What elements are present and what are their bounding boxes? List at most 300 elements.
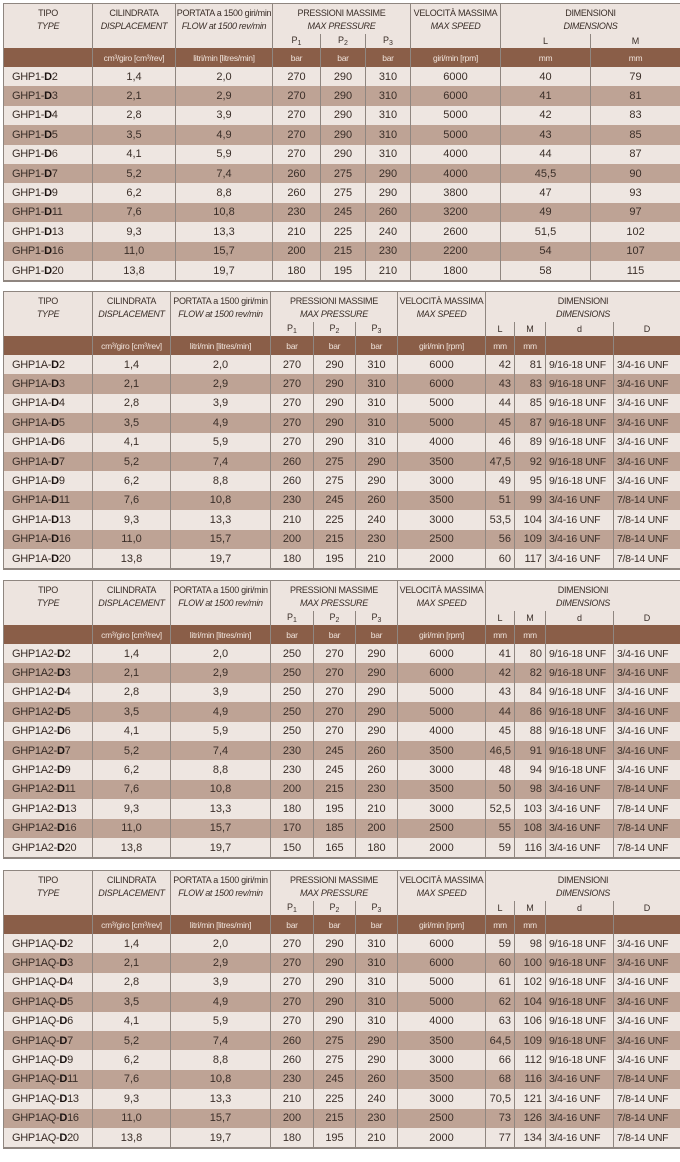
cell-dim-m: 112 <box>515 1050 546 1069</box>
type-bold-letter: D <box>51 455 59 468</box>
header-p3 <box>356 901 398 915</box>
type-prefix: GHP1A- <box>12 552 52 565</box>
cell-p3: 210 <box>356 799 398 818</box>
header-max-speed: MAX SPEED <box>398 595 486 611</box>
type-suffix: 16 <box>51 245 64 258</box>
table-row <box>4 992 680 1011</box>
cell-thread-D: 7/8-14 UNF <box>614 1070 680 1089</box>
unit-bar: bar <box>271 915 314 934</box>
table-row <box>4 433 680 452</box>
cell-p3: 260 <box>356 760 398 779</box>
cell-p1: 260 <box>271 471 314 490</box>
header-row-english <box>4 885 680 901</box>
header-pressioni: PRESSIONI MASSIME <box>271 581 398 596</box>
p2-label: P <box>329 323 336 333</box>
type-prefix: GHP1A2- <box>12 802 57 815</box>
type-prefix: GHP1A- <box>12 436 52 449</box>
header-dim-M: M <box>591 34 680 48</box>
cell-type <box>4 1070 93 1089</box>
header-tipo: TIPO <box>4 4 93 19</box>
cell-p1: 180 <box>271 549 314 569</box>
cell-displacement: 11,0 <box>93 242 176 261</box>
cell-p1: 250 <box>271 702 314 721</box>
cell-dim-m: 89 <box>515 433 546 452</box>
table-row <box>4 973 680 992</box>
cell-thread-D: 7/8-14 UNF <box>614 491 680 510</box>
cell-p3: 290 <box>356 471 398 490</box>
type-bold-letter: D <box>59 957 68 970</box>
unit-mm: mm <box>486 915 515 934</box>
cell-p1: 270 <box>271 355 314 374</box>
header-dim-L: L <box>486 322 515 336</box>
header-row-subcolumns <box>4 901 680 915</box>
cell-displacement: 2,1 <box>93 663 171 682</box>
type-prefix: GHP1A- <box>12 513 52 526</box>
cell-p3: 310 <box>356 1012 398 1031</box>
p3-subscript: 3 <box>377 328 382 335</box>
cell-thread-D: 3/4-16 UNF <box>614 934 680 953</box>
cell-dim-m: 83 <box>591 106 680 125</box>
cell-speed: 3000 <box>398 760 486 779</box>
cell-flow: 10,8 <box>171 491 271 510</box>
type-bold-letter: D <box>56 705 65 718</box>
empty-cell <box>4 901 93 915</box>
cell-flow: 15,7 <box>171 819 271 838</box>
cell-displacement: 6,2 <box>93 760 171 779</box>
cell-speed: 4000 <box>411 145 501 164</box>
type-prefix: GHP1AQ- <box>12 1015 60 1028</box>
unit-bar: bar <box>314 625 356 644</box>
cell-speed: 3000 <box>398 510 486 529</box>
header-max-speed: MAX SPEED <box>411 18 501 34</box>
table-row <box>4 934 680 953</box>
type-bold-letter: D <box>56 764 65 777</box>
cell-thread-D: 3/4-16 UNF <box>614 760 680 779</box>
type-suffix: 9 <box>51 187 58 200</box>
cell-dim-l: 47,5 <box>486 452 515 471</box>
type-suffix: 9 <box>58 475 65 488</box>
cell-dim-l: 56 <box>486 530 515 549</box>
cell-p3: 310 <box>366 67 411 86</box>
cell-dim-m: 87 <box>515 413 546 432</box>
cell-p1: 270 <box>271 1012 314 1031</box>
type-bold-letter: D <box>51 494 59 507</box>
cell-flow: 3,9 <box>171 683 271 702</box>
cell-type <box>4 973 93 992</box>
cell-p1: 200 <box>271 1109 314 1128</box>
cell-dim-l: 59 <box>486 934 515 953</box>
cell-displacement: 7,6 <box>93 780 171 799</box>
empty-cell <box>546 625 614 644</box>
cell-p1: 270 <box>271 433 314 452</box>
cell-thread-d: 9/16-18 UNF <box>546 934 614 953</box>
cell-p3: 290 <box>356 722 398 741</box>
cell-dim-l: 63 <box>486 1012 515 1031</box>
cell-speed: 2500 <box>398 819 486 838</box>
type-suffix: 13 <box>64 802 77 815</box>
cell-p3: 260 <box>356 1070 398 1089</box>
empty-cell <box>398 611 486 625</box>
cell-thread-D: 3/4-16 UNF <box>614 741 680 760</box>
cell-p1: 270 <box>273 86 321 105</box>
cell-p2: 215 <box>321 242 366 261</box>
cell-p2: 215 <box>314 1109 356 1128</box>
cell-p3: 230 <box>356 780 398 799</box>
cell-type <box>4 760 93 779</box>
cell-type <box>4 413 93 432</box>
cell-speed: 6000 <box>398 934 486 953</box>
header-p3 <box>356 611 398 625</box>
cell-dim-m: 121 <box>515 1089 546 1108</box>
header-flow: FLOW at 1500 rev/min <box>171 885 271 901</box>
cell-displacement: 4,1 <box>93 722 171 741</box>
cell-dim-m: 97 <box>591 203 680 222</box>
cell-p3: 180 <box>356 838 398 858</box>
cell-speed: 3500 <box>398 1070 486 1089</box>
cell-thread-D: 3/4-16 UNF <box>614 683 680 702</box>
type-suffix: 2 <box>58 358 65 371</box>
cell-displacement: 9,3 <box>93 510 171 529</box>
cell-type <box>4 106 93 125</box>
cell-dim-l: 62 <box>486 992 515 1011</box>
cell-dim-l: 45,5 <box>501 164 591 183</box>
cell-type <box>4 702 93 721</box>
cell-type <box>4 452 93 471</box>
cell-displacement: 2,1 <box>93 374 171 393</box>
cell-displacement: 6,2 <box>93 471 171 490</box>
cell-type <box>4 819 93 838</box>
header-p2 <box>321 34 366 48</box>
table-row <box>4 1070 680 1089</box>
cell-thread-D: 7/8-14 UNF <box>614 1089 680 1108</box>
cell-p1: 150 <box>271 838 314 858</box>
type-suffix: 20 <box>58 552 71 565</box>
cell-dim-l: 41 <box>501 86 591 105</box>
header-row-subcolumns <box>4 611 680 625</box>
unit-displacement: cm³/giro [cm³/rev] <box>93 336 171 355</box>
cell-p3: 290 <box>356 683 398 702</box>
cell-dim-m: 106 <box>515 1012 546 1031</box>
cell-p3: 310 <box>356 394 398 413</box>
cell-dim-l: 46 <box>486 433 515 452</box>
cell-type <box>4 953 93 972</box>
cell-p2: 225 <box>314 1089 356 1108</box>
cell-p3: 310 <box>366 145 411 164</box>
type-bold-letter: D <box>56 841 65 854</box>
cell-flow: 2,0 <box>171 355 271 374</box>
cell-speed: 5000 <box>411 125 501 144</box>
cell-thread-D: 3/4-16 UNF <box>614 702 680 721</box>
type-suffix: 4 <box>67 976 73 989</box>
cell-thread-D: 7/8-14 UNF <box>614 780 680 799</box>
type-prefix: GHP1A2- <box>12 744 57 757</box>
cell-dim-m: 103 <box>515 799 546 818</box>
cell-thread-D: 7/8-14 UNF <box>614 838 680 858</box>
empty-cell <box>4 34 93 48</box>
unit-mm: mm <box>486 336 515 355</box>
cell-speed: 2600 <box>411 222 501 241</box>
cell-displacement: 2,8 <box>93 394 171 413</box>
cell-thread-D: 3/4-16 UNF <box>614 973 680 992</box>
cell-speed: 5000 <box>398 413 486 432</box>
cell-dim-m: 87 <box>591 145 680 164</box>
table-row <box>4 760 680 779</box>
cell-thread-d: 9/16-18 UNF <box>546 413 614 432</box>
cell-dim-l: 47 <box>501 183 591 202</box>
cell-displacement: 4,1 <box>93 145 176 164</box>
type-bold-letter: D <box>44 148 52 161</box>
cell-flow: 2,9 <box>171 953 271 972</box>
header-type: TYPE <box>4 885 93 901</box>
cell-dim-m: 126 <box>515 1109 546 1128</box>
header-pressioni: PRESSIONI MASSIME <box>273 4 411 19</box>
empty-cell <box>614 915 680 934</box>
unit-bar: bar <box>321 48 366 67</box>
cell-dim-l: 42 <box>486 355 515 374</box>
cell-speed: 3500 <box>398 780 486 799</box>
type-prefix: GHP1A- <box>12 416 52 429</box>
cell-p2: 290 <box>314 973 356 992</box>
unit-bar: bar <box>271 336 314 355</box>
cell-p3: 240 <box>366 222 411 241</box>
p1-subscript: 1 <box>293 328 297 335</box>
cell-flow: 2,9 <box>171 663 271 682</box>
unit-bar: bar <box>314 915 356 934</box>
cell-dim-l: 60 <box>486 953 515 972</box>
cell-p1: 270 <box>271 992 314 1011</box>
cell-dim-m: 109 <box>515 1031 546 1050</box>
cell-p2: 290 <box>314 934 356 953</box>
header-pressioni: PRESSIONI MASSIME <box>271 871 398 886</box>
type-bold-letter: D <box>44 264 52 277</box>
cell-dim-l: 44 <box>501 145 591 164</box>
table-row <box>4 1109 680 1128</box>
cell-displacement: 3,5 <box>93 125 176 144</box>
cell-thread-D: 3/4-16 UNF <box>614 722 680 741</box>
table-row <box>4 355 680 374</box>
cell-p2: 215 <box>314 780 356 799</box>
header-dim-d: d <box>546 611 614 625</box>
type-suffix: 9 <box>67 1054 73 1067</box>
type-prefix: GHP1A2- <box>12 764 57 777</box>
cell-flow: 10,8 <box>176 203 273 222</box>
spec-table-2 <box>3 291 680 570</box>
type-prefix: GHP1AQ- <box>12 1054 60 1067</box>
type-bold-letter: D <box>51 358 59 371</box>
cell-p3: 310 <box>356 992 398 1011</box>
cell-speed: 3500 <box>398 1031 486 1050</box>
header-pressioni: PRESSIONI MASSIME <box>271 292 398 307</box>
cell-p2: 275 <box>314 471 356 490</box>
cell-displacement: 11,0 <box>93 1109 171 1128</box>
cell-speed: 3000 <box>398 1050 486 1069</box>
cell-thread-D: 7/8-14 UNF <box>614 510 680 529</box>
cell-speed: 3000 <box>398 1089 486 1108</box>
table-row <box>4 164 680 183</box>
cell-thread-D: 3/4-16 UNF <box>614 663 680 682</box>
type-suffix: 3 <box>58 378 65 391</box>
cell-dim-l: 43 <box>486 683 515 702</box>
cell-p1: 270 <box>271 374 314 393</box>
cell-p1: 230 <box>273 203 321 222</box>
cell-p2: 270 <box>314 722 356 741</box>
cell-p1: 270 <box>271 394 314 413</box>
type-prefix: GHP1A2- <box>12 841 57 854</box>
type-suffix: 4 <box>58 397 65 410</box>
cell-dim-m: 94 <box>515 760 546 779</box>
type-bold-letter: D <box>56 783 65 796</box>
cell-flow: 3,9 <box>171 973 271 992</box>
type-suffix: 4 <box>64 686 71 699</box>
cell-p3: 230 <box>356 1109 398 1128</box>
cell-type <box>4 355 93 374</box>
type-prefix: GHP1A2- <box>12 725 57 738</box>
type-suffix: 2 <box>67 937 73 950</box>
cell-speed: 6000 <box>411 67 501 86</box>
table-row <box>4 222 680 241</box>
header-row-subcolumns <box>4 34 680 48</box>
cell-flow: 3,9 <box>171 394 271 413</box>
unit-mm: mm <box>591 48 680 67</box>
cell-type <box>4 780 93 799</box>
table-row <box>4 510 680 529</box>
cell-flow: 19,7 <box>171 838 271 858</box>
cell-type <box>4 722 93 741</box>
cell-thread-D: 3/4-16 UNF <box>614 953 680 972</box>
cell-p1: 180 <box>271 799 314 818</box>
header-dimensions: DIMENSIONS <box>486 306 680 322</box>
type-prefix: GHP1- <box>12 90 45 103</box>
unit-bar: bar <box>356 625 398 644</box>
unit-flow: litri/min [litres/min] <box>171 625 271 644</box>
cell-p2: 195 <box>314 549 356 569</box>
cell-type <box>4 145 93 164</box>
table-row <box>4 799 680 818</box>
cell-p2: 245 <box>314 491 356 510</box>
cell-displacement: 2,1 <box>93 953 171 972</box>
cell-type <box>4 1128 93 1148</box>
p3-subscript: 3 <box>377 907 382 914</box>
type-prefix: GHP1A- <box>12 358 52 371</box>
table-row <box>4 145 680 164</box>
type-prefix: GHP1A2- <box>12 705 57 718</box>
cell-speed: 3500 <box>398 491 486 510</box>
cell-dim-l: 44 <box>486 702 515 721</box>
header-max-pressure: MAX PRESSURE <box>271 595 398 611</box>
type-suffix: 6 <box>64 725 71 738</box>
type-prefix: GHP1- <box>12 109 45 122</box>
cell-dim-m: 102 <box>591 222 680 241</box>
header-flow: FLOW at 1500 rev/min <box>171 595 271 611</box>
cell-p2: 165 <box>314 838 356 858</box>
cell-type <box>4 530 93 549</box>
header-dimensions: DIMENSIONS <box>501 18 680 34</box>
type-suffix: 5 <box>64 705 71 718</box>
cell-dim-l: 51 <box>486 491 515 510</box>
type-bold-letter: D <box>59 937 68 950</box>
cell-p2: 245 <box>321 203 366 222</box>
table-row <box>4 394 680 413</box>
cell-flow: 13,3 <box>171 799 271 818</box>
cell-type <box>4 1089 93 1108</box>
p3-label: P <box>383 35 390 45</box>
cell-dim-m: 88 <box>515 722 546 741</box>
type-bold-letter: D <box>59 1131 68 1144</box>
empty-cell <box>171 611 271 625</box>
header-dim-D: D <box>614 611 680 625</box>
type-suffix: 13 <box>58 513 71 526</box>
cell-p2: 245 <box>314 741 356 760</box>
cell-displacement: 2,8 <box>93 106 176 125</box>
cell-p2: 215 <box>314 530 356 549</box>
table-row <box>4 125 680 144</box>
header-row-italian <box>4 581 680 596</box>
cell-p2: 290 <box>314 992 356 1011</box>
cell-p2: 225 <box>314 510 356 529</box>
cell-thread-D: 3/4-16 UNF <box>614 355 680 374</box>
header-row-english <box>4 306 680 322</box>
cell-dim-l: 45 <box>486 413 515 432</box>
p3-label: P <box>371 323 378 333</box>
cell-flow: 4,9 <box>171 702 271 721</box>
header-row-english <box>4 18 680 34</box>
cell-thread-d: 3/4-16 UNF <box>546 1089 614 1108</box>
cell-dim-l: 60 <box>486 549 515 569</box>
type-suffix: 3 <box>51 90 58 103</box>
type-prefix: GHP1AQ- <box>12 995 60 1008</box>
cell-p1: 270 <box>271 953 314 972</box>
header-displacement: DISPLACEMENT <box>93 595 171 611</box>
cell-type <box>4 1109 93 1128</box>
cell-p1: 270 <box>271 413 314 432</box>
header-max-speed: MAX SPEED <box>398 306 486 322</box>
table-row <box>4 644 680 663</box>
type-prefix: GHP1- <box>12 225 45 238</box>
cell-p2: 185 <box>314 819 356 838</box>
table-row <box>4 663 680 682</box>
cell-dim-m: 82 <box>515 663 546 682</box>
cell-speed: 3500 <box>398 452 486 471</box>
cell-dim-l: 48 <box>486 760 515 779</box>
cell-dim-m: 102 <box>515 973 546 992</box>
type-prefix: GHP1AQ- <box>12 937 60 950</box>
type-suffix: 7 <box>58 455 65 468</box>
table-row <box>4 838 680 858</box>
table-row <box>4 1050 680 1069</box>
cell-dim-l: 54 <box>501 242 591 261</box>
p2-label: P <box>329 612 336 622</box>
cell-thread-d: 9/16-18 UNF <box>546 355 614 374</box>
type-bold-letter: D <box>59 1034 68 1047</box>
cell-type <box>4 644 93 663</box>
type-bold-letter: D <box>59 995 68 1008</box>
cell-thread-d: 9/16-18 UNF <box>546 722 614 741</box>
unit-mm: mm <box>515 625 546 644</box>
cell-thread-D: 7/8-14 UNF <box>614 819 680 838</box>
cell-speed: 2000 <box>398 838 486 858</box>
cell-flow: 5,9 <box>171 722 271 741</box>
cell-displacement: 13,8 <box>93 261 176 281</box>
cell-thread-d: 3/4-16 UNF <box>546 799 614 818</box>
cell-speed: 6000 <box>398 953 486 972</box>
cell-dim-m: 115 <box>591 261 680 281</box>
cell-dim-m: 104 <box>515 992 546 1011</box>
spec-table-1 <box>3 3 680 282</box>
cell-thread-d: 3/4-16 UNF <box>546 1109 614 1128</box>
type-prefix: GHP1- <box>12 128 45 141</box>
header-row-italian <box>4 292 680 307</box>
type-prefix: GHP1- <box>12 206 45 219</box>
